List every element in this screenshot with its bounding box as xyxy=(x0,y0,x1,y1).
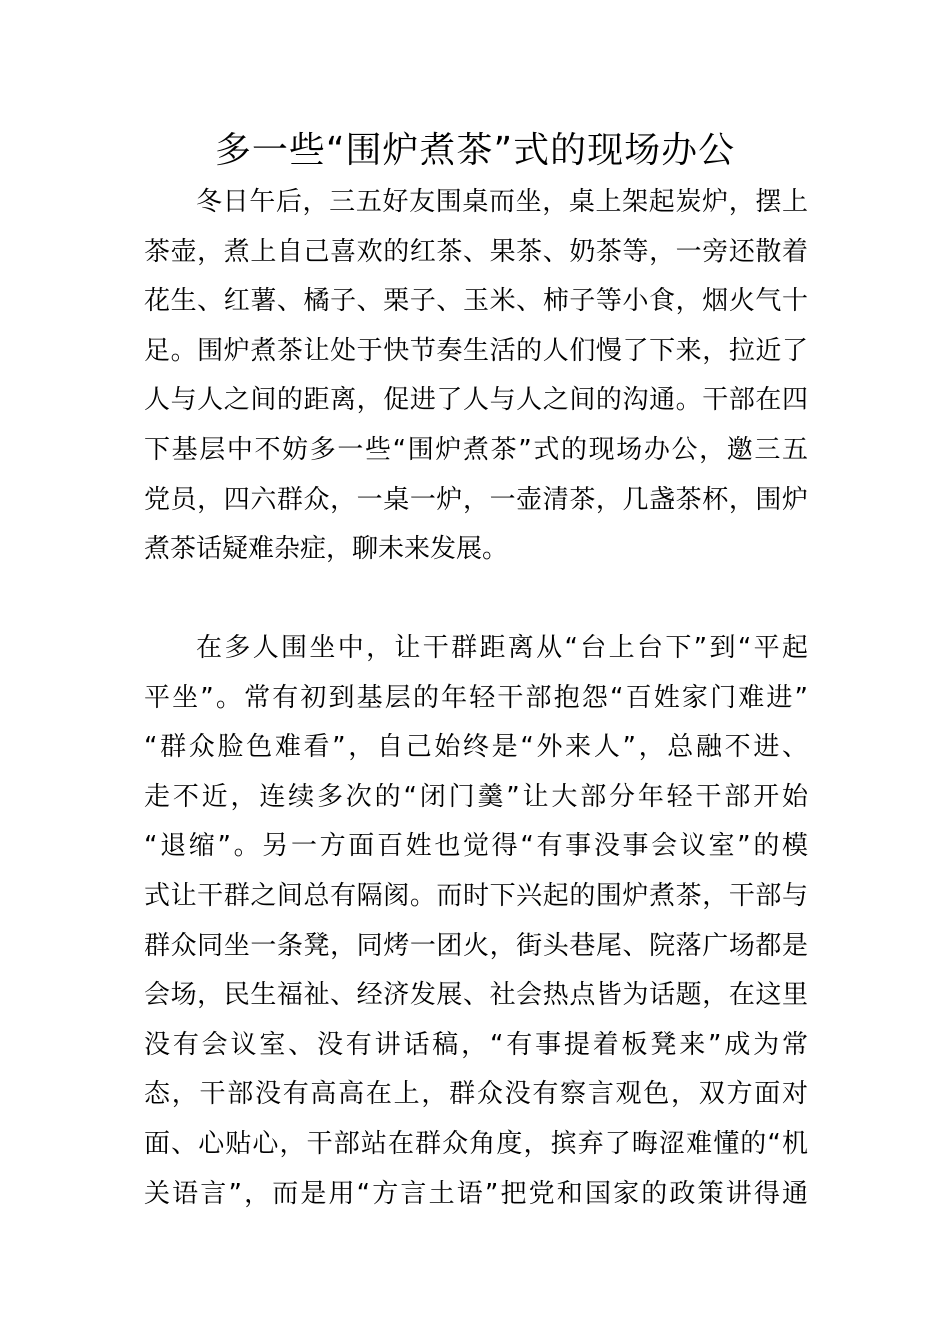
text-line: 式让干群之间总有隔阂。而时下兴起的围炉煮茶，干部与 xyxy=(144,880,808,911)
paragraph-1 xyxy=(144,178,808,575)
text-line: 平坐”。常有初到基层的年轻干部抱怨“百姓家门难进” xyxy=(144,682,808,713)
document-title: 多一些“围炉煮茶”式的现场办公 xyxy=(214,130,736,171)
text-line: 态，干部没有高高在上，群众没有察言观色，双方面对 xyxy=(144,1079,808,1110)
text-line: “群众脸色难看”，自己始终是“外来人”，总融不进、 xyxy=(144,732,808,763)
text-line: 冬日午后，三五好友围桌而坐，桌上架起炭炉，摆上 xyxy=(196,187,808,217)
text-line: 关语言”，而是用“方言土语”把党和国家的政策讲得通 xyxy=(144,1178,808,1209)
text-line: 人与人之间的距离，促进了人与人之间的沟通。干部在四 xyxy=(144,385,808,416)
text-line: 花生、红薯、橘子、栗子、玉米、柿子等小食，烟火气十 xyxy=(144,286,808,317)
text-line: 没有会议室、没有讲话稿，“有事提着板凳来”成为常 xyxy=(144,1029,808,1060)
text-line: 煮茶话疑难杂症，聊未来发展。 xyxy=(144,534,509,565)
text-line: 茶壶，煮上自己喜欢的红茶、果茶、奶茶等，一旁还散着 xyxy=(144,236,808,267)
text-line: 下基层中不妨多一些“围炉煮茶”式的现场办公，邀三五 xyxy=(144,434,808,465)
text-line: 党员，四六群众，一桌一炉，一壶清茶，几盏茶杯，围炉 xyxy=(144,484,808,515)
paragraph-2 xyxy=(144,624,808,1219)
text-line: “退缩”。另一方面百姓也觉得“有事没事会议室”的模 xyxy=(144,831,808,862)
text-line: 走不近，连续多次的“闭门羹”让大部分年轻干部开始 xyxy=(144,781,808,812)
text-line: 足。围炉煮茶让处于快节奏生活的人们慢了下来，拉近了 xyxy=(144,335,808,366)
text-line: 会场，民生福祉、经济发展、社会热点皆为话题，在这里 xyxy=(144,980,808,1011)
text-line: 面、心贴心，干部站在群众角度，摈弃了晦涩难懂的“机 xyxy=(144,1128,808,1159)
text-line: 在多人围坐中，让干群距离从“台上台下”到“平起 xyxy=(196,633,808,663)
text-line: 群众同坐一条凳，同烤一团火，街头巷尾、院落广场都是 xyxy=(144,930,808,961)
